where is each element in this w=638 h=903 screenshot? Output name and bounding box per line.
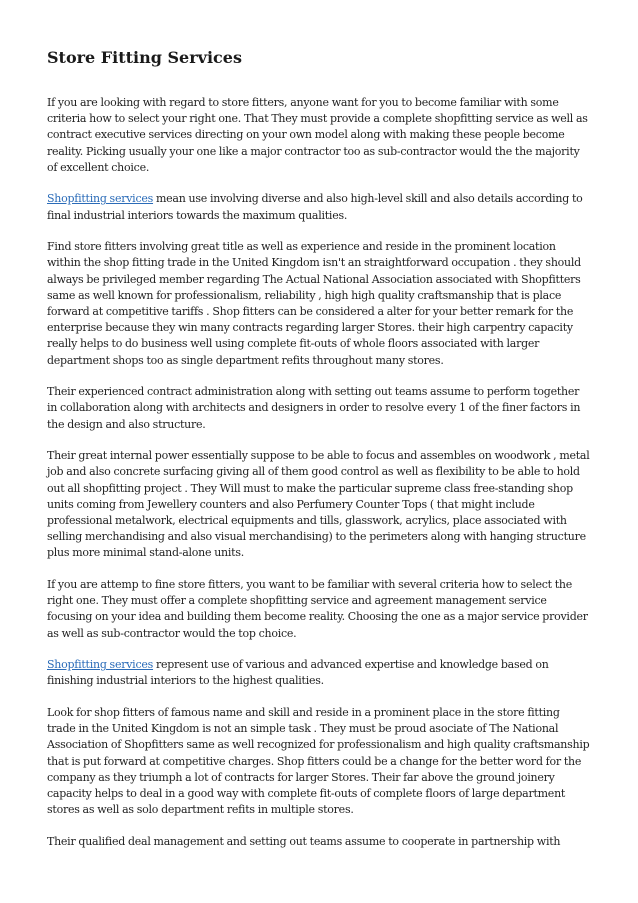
shopfitting-services-link[interactable]: Shopfitting services [47, 658, 154, 672]
paragraph-3 [47, 239, 591, 369]
paragraph-6 [47, 577, 591, 642]
paragraph-text: Find store fitters involving great title as well as experience and reside in the prominent location within the shop fitting trade in the United Kingdom isn't an straightforward occupation . they should always be privileged member regarding The Actual National Association associated with Shopfitters same as well known for professionalism, reliability , high high quality craftsmanship that is place forward at competitive tariffs . Shop fitters can be considered a alter for your better remark for the enterprise because they win many contracts regarding larger Stores. their high carpentry capacity really helps to do business well using complete fit-outs of whole floors associated with larger department shops too as single department refits throughout many stores. [47, 240, 581, 367]
paragraph-9 [47, 834, 591, 850]
paragraph-1 [47, 95, 591, 176]
paragraph-text: If you are attemp to fine store fitters, you want to be familiar with several criteria how to select the right one. They must offer a complete shopfitting service and agreement management service focusing on your idea and building them become reality. Choosing the one as a major service provider as well as sub-contractor would the top choice. [47, 578, 588, 640]
paragraph-text: Look for shop fitters of famous name and skill and reside in a prominent place in the store fitting trade in the United Kingdom is not an simple task . They must be proud asociate of The National Association of Shopfitters same as well recognized for professionalism and high quality craftsmanship that is put forward at competitive charges. Shop fitters could be a change for the better word for the company as they triumph a lot of contracts for larger Stores. Their far above the ground joinery capacity helps to deal in a good way with complete fit-outs of complete floors of large department stores as well as solo department refits in multiple stores. [47, 706, 590, 817]
paragraph-text: mean use involving diverse and also high-level skill and also details according to final industrial interiors towards the maximum qualities. [47, 192, 583, 222]
paragraph-8 [47, 705, 591, 818]
paragraph-text: Their great internal power essentially suppose to be able to focus and assembles on woodwork , metal job and also concrete surfacing giving all of them good control as well as flexibility to be able to hold out all shopfitting project . They Will must to make the particular supreme class free-standing shop units coming from Jewellery counters and also Perfumery Counter Tops ( that might include professional metalwork, electrical equipments and tills, glasswork, acrylics, place associated with selling merchandising and also visual merchandising) to the perimeters along with hanging structure plus more minimal stand-alone units. [47, 449, 590, 560]
page-title: Store Fitting Services [47, 48, 242, 67]
paragraph-2 [47, 191, 591, 223]
paragraph-text: Their experienced contract administration along with setting out teams assume to perform together in collaboration along with architects and designers in order to resolve every 1 of the finer factors in the design and also structure. [47, 385, 581, 431]
paragraph-text: Their qualified deal management and setting out teams assume to cooperate in partnership with [47, 834, 561, 848]
paragraph-5 [47, 448, 591, 561]
paragraph-7 [47, 657, 591, 689]
paragraph-text: represent use of various and advanced expertise and knowledge based on finishing industrial interiors to the highest qualities. [47, 658, 549, 688]
paragraph-text: If you are looking with regard to store fitters, anyone want for you to become familiar with some criteria how to select your right one. That They must provide a complete shopfitting service as well as contract executive services directing on your own model along with making these people become reality. Picking usually your one like a major contractor too as sub-contractor would the the majority of excellent choice. [47, 96, 588, 174]
paragraph-4 [47, 384, 591, 433]
document-page [47, 48, 591, 865]
shopfitting-services-link[interactable]: Shopfitting services [47, 192, 154, 206]
